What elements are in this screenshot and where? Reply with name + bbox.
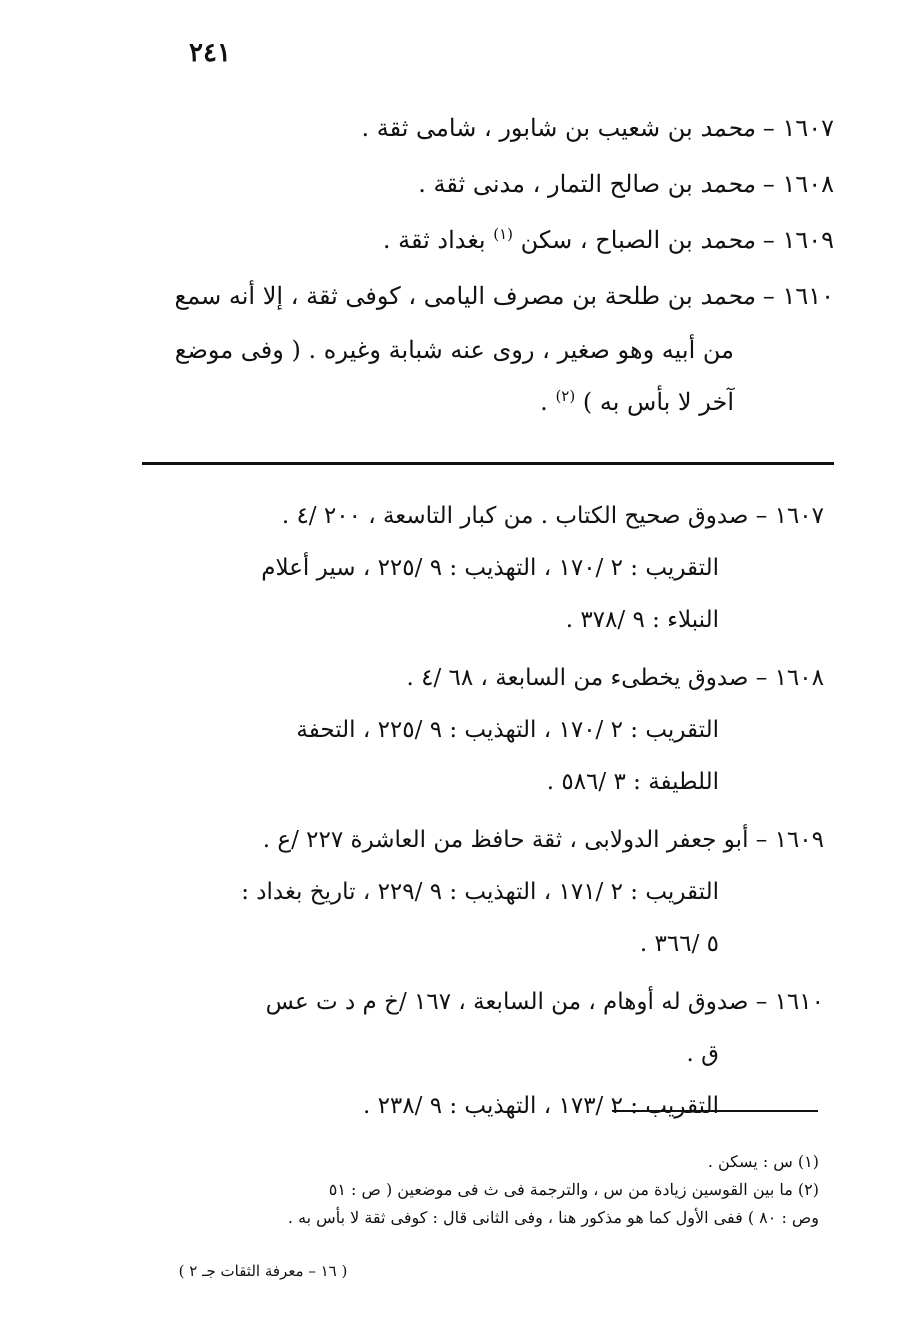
note-1608	[124, 652, 824, 808]
footnotes	[119, 1148, 819, 1232]
section-divider	[142, 462, 834, 465]
note-1607	[124, 490, 824, 646]
footnote-2: (٢) ما بين القوسين زيادة من س ، والترجمة فى ث فى موضعين ( ص : ٥١	[328, 1180, 819, 1199]
entry-number: ١٦٠٩ –	[762, 226, 834, 254]
note-line: ٥ /٣٦٦ .	[639, 931, 719, 957]
note-number: ١٦١٠ –	[755, 989, 824, 1015]
printer-signature: ( ١٦ – معرفة الثقات جـ ٢ )	[178, 1262, 348, 1280]
commentary-notes	[124, 490, 824, 1138]
note-line: التقريب : ٢ /١٧٠ ، التهذيب : ٩ /٢٢٥ ، سير أعلام	[261, 555, 719, 581]
note-number: ١٦٠٩ –	[755, 827, 824, 853]
note-line: صدوق له أوهام ، من السابعة ، ١٦٧ /خ م د ت عس	[265, 989, 756, 1015]
entry-text: آخر لا بأس به )	[575, 388, 734, 416]
footnote-ref: (١)	[493, 225, 514, 243]
note-line: ق .	[686, 1041, 719, 1067]
entry-number: ١٦٠٧ –	[762, 114, 834, 142]
note-line: التقريب : ٢ /١٧١ ، التهذيب : ٩ /٢٢٩ ، تاريخ بغداد :	[241, 879, 719, 905]
page-number: ٢٤١	[189, 38, 231, 68]
entry-1607	[124, 100, 834, 156]
entry-number: ١٦٠٨ –	[762, 170, 834, 198]
entry-text: بن شعيب بن شابور ، شامى ثقة .	[361, 114, 701, 142]
entry-continuation-2	[124, 376, 834, 428]
entry-continuation: من أبيه وهو صغير ، روى عنه شبابة وغيره . ( وفى موضع	[174, 336, 734, 364]
note-line: صدوق صحيح الكتاب . من كبار التاسعة ، ٢٠٠ /٤ .	[281, 503, 756, 529]
note-1609	[124, 814, 824, 970]
footnote-2-cont: وص : ٨٠ ) ففى الأول كما هو مذكور هنا ، وفى الثانى قال : كوفى ثقة لا بأس به .	[287, 1208, 819, 1227]
note-1610	[124, 976, 824, 1132]
note-line: النبلاء : ٩ /٣٧٨ .	[565, 607, 719, 633]
note-number: ١٦٠٧ –	[755, 503, 824, 529]
entry-text: بن الصباح ، سكن	[513, 226, 701, 254]
entry-name: محمد	[700, 114, 756, 142]
entry-text: بن صالح التمار ، مدنى ثقة .	[418, 170, 701, 198]
main-entries	[124, 100, 834, 428]
note-line: أبو جعفر الدولابى ، ثقة حافظ من العاشرة ٢٢٧ /ع .	[262, 827, 756, 853]
note-line: اللطيفة : ٣ /٥٨٦ .	[546, 769, 719, 795]
entry-number: ١٦١٠ –	[762, 282, 834, 310]
entry-text: .	[540, 388, 556, 416]
entry-1609	[124, 212, 834, 268]
note-number: ١٦٠٨ –	[755, 665, 824, 691]
entry-name: محمد	[700, 226, 756, 254]
footnote-1: (١) س : يسكن .	[707, 1152, 819, 1171]
note-line: التقريب : ٢ /١٧٣ ، التهذيب : ٩ /٢٣٨ .	[362, 1093, 719, 1119]
entry-name: محمد	[700, 282, 756, 310]
entry-text: بن طلحة بن مصرف اليامى ، كوفى ثقة ، إلا أنه سمع	[174, 282, 701, 310]
entry-1608	[124, 156, 834, 212]
footnote-rule	[612, 1110, 818, 1112]
entry-name: محمد	[700, 170, 756, 198]
footnote-ref: (٢)	[555, 387, 576, 405]
entry-1610	[124, 268, 834, 428]
entry-text: بغداد ثقة .	[382, 226, 494, 254]
note-line: صدوق يخطىء من السابعة ، ٦٨ /٤ .	[406, 665, 756, 691]
note-line: التقريب : ٢ /١٧٠ ، التهذيب : ٩ /٢٢٥ ، التحفة	[296, 717, 719, 743]
